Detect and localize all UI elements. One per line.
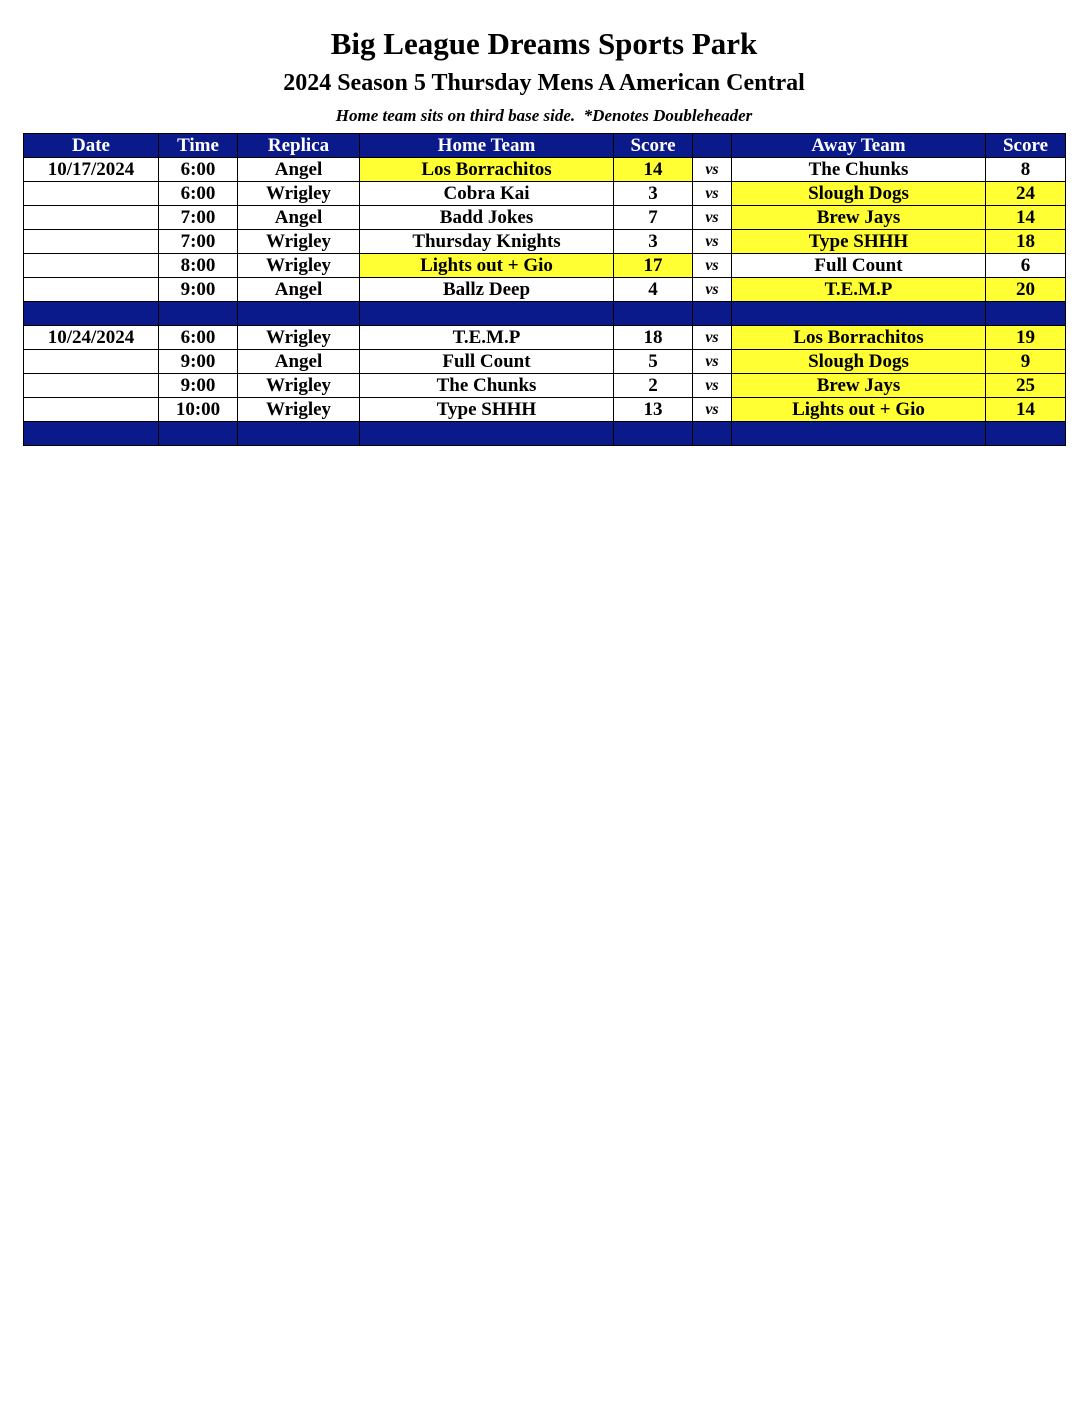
home-score-cell: 3 [614,230,693,254]
schedule-body [24,158,1066,446]
separator-cell [732,302,986,326]
column-header-replica: Replica [238,134,360,158]
away-score-cell: 20 [986,278,1066,302]
date-cell [24,374,159,398]
home-team-cell: Full Count [360,350,614,374]
date-cell [24,230,159,254]
separator-cell [360,302,614,326]
vs-cell: vs [693,374,732,398]
schedule-table [23,133,1066,446]
home-team-cell: Los Borrachitos [360,158,614,182]
separator-cell [732,422,986,446]
vs-cell: vs [693,206,732,230]
table-row [24,326,1066,350]
replica-cell: Wrigley [238,254,360,278]
schedule-note: Home team sits on third base side. *Denotes Doubleheader [335,106,753,125]
away-team-cell: Lights out + Gio [732,398,986,422]
separator-cell [238,302,360,326]
away-team-cell: Los Borrachitos [732,326,986,350]
vs-cell: vs [693,182,732,206]
week-separator-row [24,302,1066,326]
separator-cell [360,422,614,446]
away-score-cell: 24 [986,182,1066,206]
away-score-cell: 25 [986,374,1066,398]
time-cell: 8:00 [159,254,238,278]
home-score-cell: 13 [614,398,693,422]
home-team-cell: T.E.M.P [360,326,614,350]
date-cell [24,278,159,302]
time-cell: 10:00 [159,398,238,422]
column-header-home-team: Home Team [360,134,614,158]
away-team-cell: Brew Jays [732,206,986,230]
column-header-home-score: Score [614,134,693,158]
table-row [24,206,1066,230]
away-team-cell: T.E.M.P [732,278,986,302]
time-cell: 6:00 [159,326,238,350]
replica-cell: Wrigley [238,326,360,350]
time-cell: 7:00 [159,206,238,230]
home-team-cell: Type SHHH [360,398,614,422]
column-header-away-team: Away Team [732,134,986,158]
away-score-cell: 19 [986,326,1066,350]
page-subtitle: 2024 Season 5 Thursday Mens A American Central [283,70,805,96]
separator-cell [24,302,159,326]
table-row [24,254,1066,278]
table-row [24,182,1066,206]
separator-cell [159,302,238,326]
away-score-cell: 18 [986,230,1066,254]
vs-cell: vs [693,350,732,374]
home-team-cell: Cobra Kai [360,182,614,206]
time-cell: 9:00 [159,278,238,302]
home-team-cell: Thursday Knights [360,230,614,254]
vs-cell: vs [693,326,732,350]
away-team-cell: Brew Jays [732,374,986,398]
separator-cell [693,302,732,326]
separator-cell [693,422,732,446]
away-score-cell: 14 [986,206,1066,230]
date-cell [24,182,159,206]
away-score-cell: 9 [986,350,1066,374]
replica-cell: Wrigley [238,182,360,206]
week-separator-row [24,422,1066,446]
home-score-cell: 17 [614,254,693,278]
table-row [24,350,1066,374]
replica-cell: Angel [238,206,360,230]
column-header-away-score: Score [986,134,1066,158]
home-score-cell: 7 [614,206,693,230]
home-score-cell: 5 [614,350,693,374]
home-score-cell: 18 [614,326,693,350]
date-cell [24,206,159,230]
time-cell: 7:00 [159,230,238,254]
replica-cell: Angel [238,350,360,374]
table-row [24,230,1066,254]
away-team-cell: Slough Dogs [732,182,986,206]
table-row [24,398,1066,422]
home-team-cell: Badd Jokes [360,206,614,230]
header-row [24,134,1066,158]
date-cell [24,254,159,278]
separator-cell [24,422,159,446]
column-header-time: Time [159,134,238,158]
separator-cell [238,422,360,446]
vs-cell: vs [693,398,732,422]
separator-cell [614,422,693,446]
replica-cell: Wrigley [238,230,360,254]
separator-cell [614,302,693,326]
separator-cell [986,302,1066,326]
home-team-cell: Lights out + Gio [360,254,614,278]
replica-cell: Angel [238,278,360,302]
table-row [24,278,1066,302]
home-team-cell: Ballz Deep [360,278,614,302]
away-score-cell: 14 [986,398,1066,422]
home-score-cell: 3 [614,182,693,206]
home-score-cell: 2 [614,374,693,398]
column-header-date: Date [24,134,159,158]
home-score-cell: 14 [614,158,693,182]
date-cell: 10/24/2024 [24,326,159,350]
vs-cell: vs [693,230,732,254]
replica-cell: Wrigley [238,398,360,422]
time-cell: 9:00 [159,350,238,374]
away-score-cell: 6 [986,254,1066,278]
table-row [24,158,1066,182]
vs-cell: vs [693,254,732,278]
home-team-cell: The Chunks [360,374,614,398]
away-team-cell: Slough Dogs [732,350,986,374]
home-score-cell: 4 [614,278,693,302]
away-team-cell: Full Count [732,254,986,278]
away-team-cell: Type SHHH [732,230,986,254]
table-row [24,374,1066,398]
separator-cell [986,422,1066,446]
time-cell: 6:00 [159,158,238,182]
page-title: Big League Dreams Sports Park [330,26,758,61]
vs-cell: vs [693,278,732,302]
away-score-cell: 8 [986,158,1066,182]
date-cell: 10/17/2024 [24,158,159,182]
replica-cell: Angel [238,158,360,182]
time-cell: 6:00 [159,182,238,206]
date-cell [24,350,159,374]
date-cell [24,398,159,422]
replica-cell: Wrigley [238,374,360,398]
vs-cell: vs [693,158,732,182]
away-team-cell: The Chunks [732,158,986,182]
time-cell: 9:00 [159,374,238,398]
column-header-vs [693,134,732,158]
separator-cell [159,422,238,446]
